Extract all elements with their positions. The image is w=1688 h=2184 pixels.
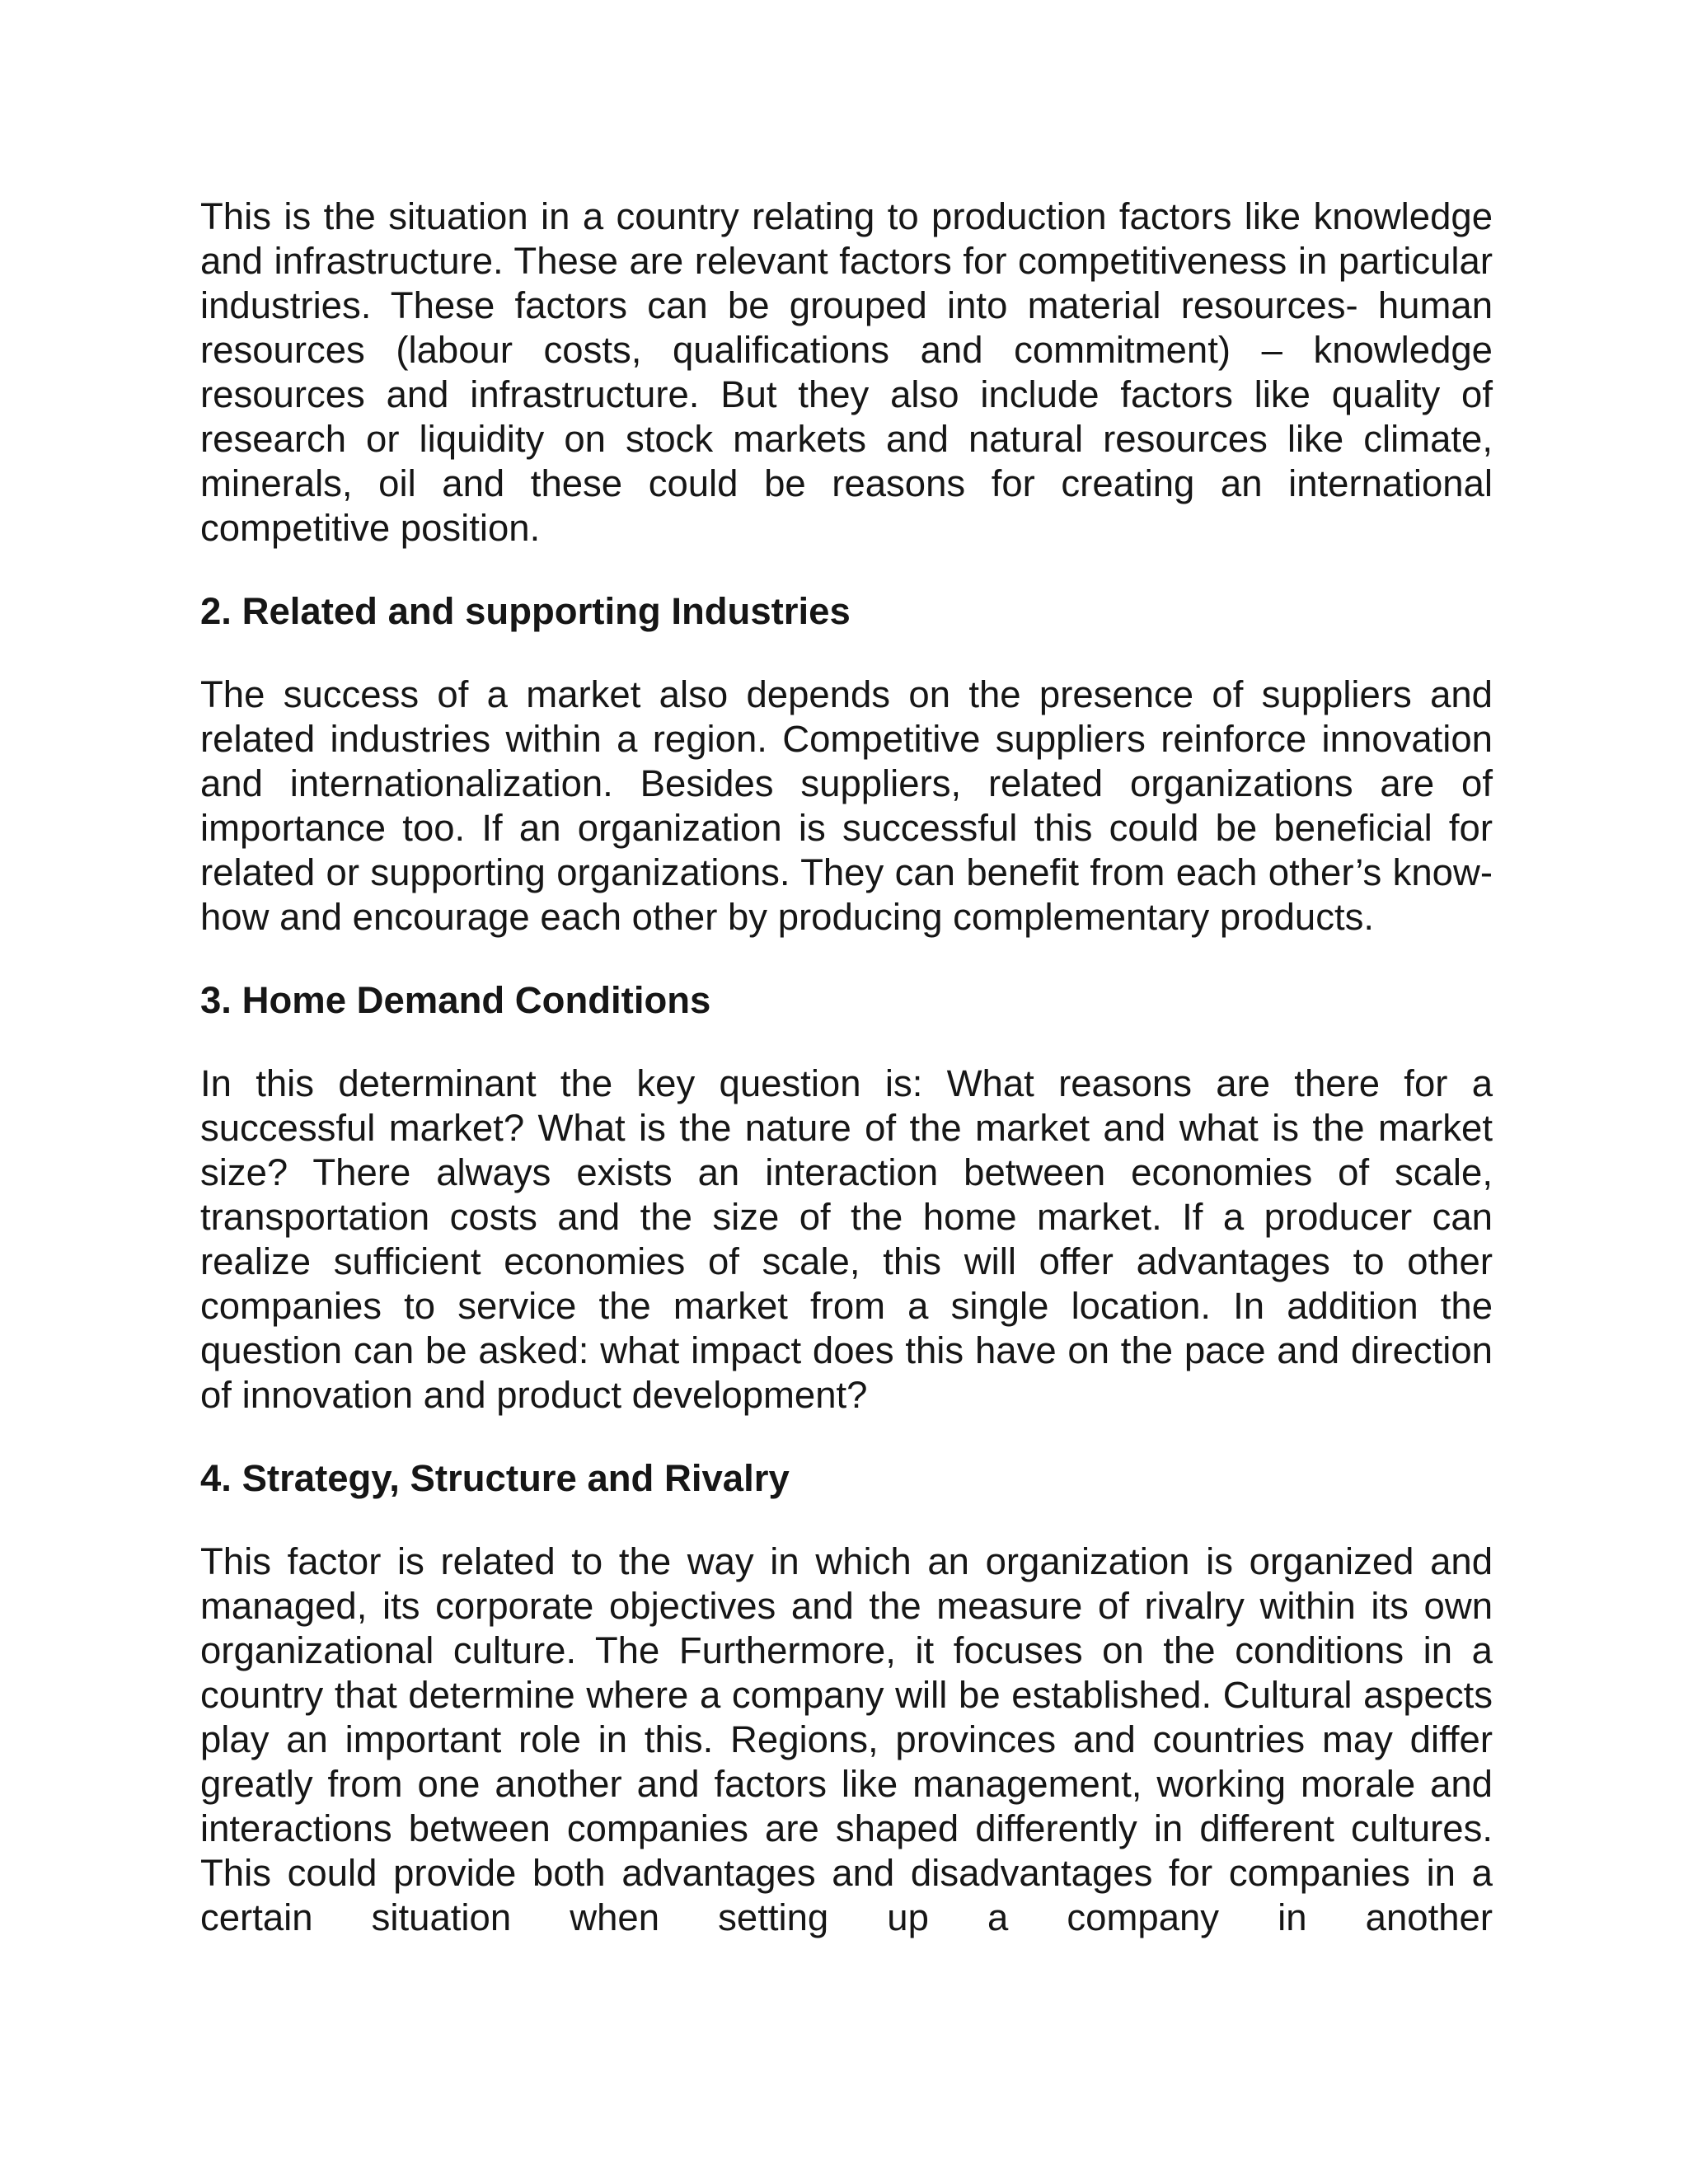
section-paragraph-home-demand: In this determinant the key question is: What reasons are there for a successful market? What is the nature of the market and what is the market size? There always exists an interaction between economies of scale, transportation costs and the size of the home market. If a producer can realize sufficient economies of scale, this will offer advantages to other companies to service the market from a single location. In addition the question can be asked: what impact does this have on the pace and direction of innovation and product development? <box>200 1062 1493 1416</box>
document-page <box>200 194 1493 1940</box>
section-paragraph-related-industries: The success of a market also depends on the presence of suppliers and related industries within a region. Competitive suppliers reinforce innovation and internationalization. Besides suppliers, related organizations are of importance too. If an organization is successful this could be beneficial for related or supporting organizations. They can benefit from each other’s know-how and encourage each other by producing complementary products. <box>200 673 1493 938</box>
intro-paragraph: This is the situation in a country relating to production factors like knowledge and infrastructure. These are relevant factors for competitiveness in particular industries. These factors can be grouped into material resources- human resources (labour costs, qualifications and commitment) – knowledge resources and infrastructure. But they also include factors like quality of research or liquidity on stock markets and natural resources like climate, minerals, oil and these could be reasons for creating an international competitive position. <box>200 195 1493 549</box>
section-paragraph-strategy-structure-rivalry: This factor is related to the way in which an organization is organized and managed, its corporate objectives and the measure of rivalry within its own organizational culture. The Furthermore, it focuses on the conditions in a country that determine where a company will be established. Cultural aspects play an important role in this. Regions, provinces and countries may differ greatly from one another and factors like management, working morale and interactions between companies are shaped differently in different cultures. This could provide both advantages and disadvantages for companies in a certain situation when setting up a company in another <box>200 1540 1493 1938</box>
section-heading-home-demand: 3. Home Demand Conditions <box>200 979 711 1021</box>
section-heading-strategy-structure-rivalry: 4. Strategy, Structure and Rivalry <box>200 1457 790 1499</box>
section-heading-related-industries: 2. Related and supporting Industries <box>200 590 851 632</box>
